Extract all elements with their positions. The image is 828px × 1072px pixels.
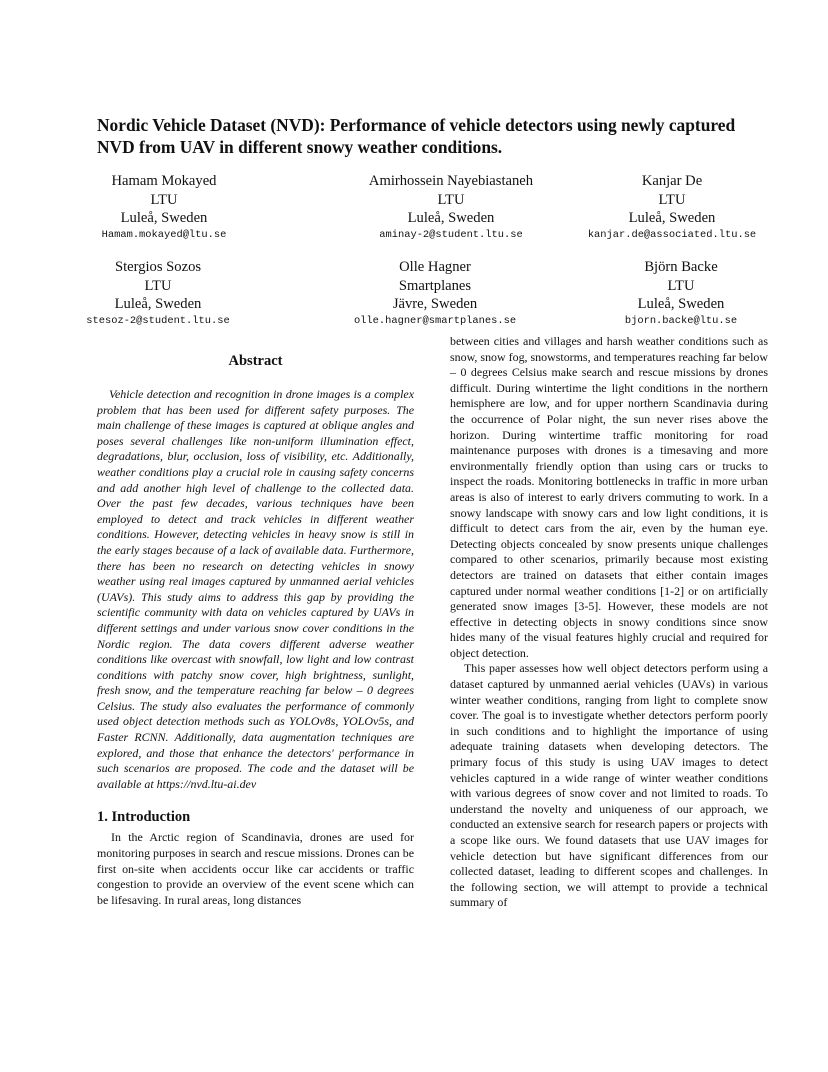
author-block <box>38 258 278 328</box>
author-block <box>44 172 284 242</box>
author-affiliation: LTU <box>150 191 178 208</box>
introduction-paragraph: This paper assesses how well object detectors perform using a dataset captured by unmanned aerial vehicles (UAVs) in various winter weather conditions, ranging from light to complete snow cover. The goal is to investigate whether detectors perform poorly in such conditions and to highlight the importance of using adequate training datasets when developing detectors. The primary focus of this study is using UAV images to detect vehicles captured in a wide range of winter weather conditions with various degrees of snow cover and not limited to roads. To understand the novelty and uniqueness of our approach, we conducted an extensive search for research papers or projects with a scope like ours. We found datasets that use UAV images for vehicle detection but have significant differences from our collected dataset, leading to different scopes and challenges. In the following section, we will attempt to provide a technical summary of <box>450 661 768 910</box>
author-name: Björn Backe <box>644 259 718 275</box>
author-location: Luleå, Sweden <box>120 210 208 226</box>
author-location: Luleå, Sweden <box>114 296 202 312</box>
author-email: bjorn.backe@ltu.se <box>624 314 738 327</box>
author-affiliation: LTU <box>144 277 172 294</box>
author-affiliation: LTU <box>658 191 686 208</box>
author-block <box>552 172 792 242</box>
author-block <box>331 172 571 242</box>
introduction-heading: 1. Introduction <box>97 809 191 826</box>
abstract-heading: Abstract <box>228 353 283 369</box>
introduction-paragraph: In the Arctic region of Scandinavia, drones are used for monitoring purposes in search and rescue missions. Drones can be first on-site when accidents occur like car accidents or traffic congestion to provide an overview of the event scene which can be lifesaving. In rural areas, long distances <box>97 830 414 907</box>
left-column <box>97 352 414 908</box>
author-block <box>315 258 555 328</box>
author-name: Kanjar De <box>641 173 703 189</box>
paper-title: Nordic Vehicle Dataset (NVD): Performance of vehicle detectors using newly captured NVD from UAV in different snowy weather conditions. <box>97 115 736 157</box>
right-column <box>450 334 768 911</box>
author-affiliation: Smartplanes <box>398 277 472 294</box>
author-location: Luleå, Sweden <box>637 296 725 312</box>
abstract-text: Vehicle detection and recognition in drone images is a complex problem that has been used for different safety purposes. The main challenge of these images is captured at oblique angles and poses several challenges like non-uniform illumination effect, degradations, blur, occlusion, loss of visibility, etc. Additionally, weather conditions play a crucial role in causing safety concerns and add another high level of challenge to the collected data. Over the past few decades, various techniques have been employed to detect and track vehicles in different weather conditions. However, detecting vehicles in heavy snow is still in the early stages because of a lack of available data. Furthermore, there has been no research on detecting vehicles in snowy weather using real images captured by unmanned aerial vehicles (UAVs). This study aims to address this gap by providing the scientific community with data on vehicles captured by UAVs in different settings and under various snow cover conditions in the Nordic region. The data covers different adverse weather conditions like overcast with snowfall, low light and low contrast conditions with patchy snow cover, high brightness, sunlight, fresh snow, and the temperature reaching far below – 0 degrees Celsius. The study also evaluates the performance of commonly used object detection methods such as YOLOv8s, YOLOv5s, and Faster RCNN. Additionally, data augmentation techniques are explored, and those that enhance the detectors' performance in such scenarios are proposed. The code and the dataset will be available at https://nvd.ltu-ai.dev <box>97 387 414 791</box>
author-affiliation: LTU <box>667 277 695 294</box>
author-email: Hamam.mokayed@ltu.se <box>101 228 227 241</box>
author-email: kanjar.de@associated.ltu.se <box>587 228 757 241</box>
introduction-paragraph: between cities and villages and harsh weather conditions such as snow, snow fog, snowstorms, and temperatures reaching far below – 0 degrees Celsius make search and rescue missions by drones difficult. During wintertime the light conditions in the northern hemisphere are low, and for upper northern Scandinavia during the occurrence of Polar night, the sun never rises above the horizon. During wintertime traffic monitoring for road maintenance purposes with drones is a timesaving and more environmentally friendly option than using cars or trucks to inspect the roads. Monitoring bottlenecks in traffic in more urban areas is also of interest to early drivers commuting to work. In a snowy landscape with snowy cars and low light conditions, it is difficult to detect cars from the air, even by the human eye. Detecting objects concealed by snow presents unique challenges compared to other scenarios, primarily because most existing detectors are trained on datasets that either contain images captured under normal weather conditions [1-2] or on artificially generated snow images [3-5]. However, these models are not effective in detecting objects in snowy conditions since snow hides many of the visual features highly crucial and required for object detection. <box>450 334 768 660</box>
author-location: Luleå, Sweden <box>628 210 716 226</box>
author-location: Luleå, Sweden <box>407 210 495 226</box>
author-location: Jävre, Sweden <box>392 296 478 312</box>
author-block <box>561 258 801 328</box>
author-email: olle.hagner@smartplanes.se <box>353 314 517 327</box>
author-email: stesoz-2@student.ltu.se <box>86 314 230 327</box>
author-name: Amirhossein Nayebiastaneh <box>368 173 534 189</box>
author-name: Stergios Sozos <box>114 259 202 275</box>
author-affiliation: LTU <box>437 191 465 208</box>
author-name: Olle Hagner <box>399 259 471 275</box>
author-name: Hamam Mokayed <box>111 173 217 189</box>
author-email: aminay-2@student.ltu.se <box>379 228 523 241</box>
